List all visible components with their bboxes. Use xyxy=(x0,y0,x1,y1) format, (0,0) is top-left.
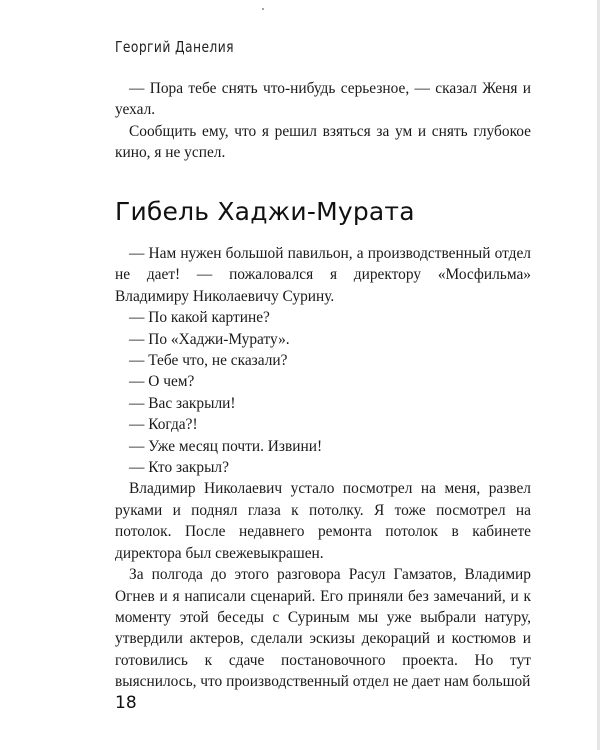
chapter-title: Гибель Хаджи-Мурата xyxy=(115,197,415,226)
intro-paragraph: Сообщить ему, что я решил взяться за ум и снять глубокое кино, я не успел. xyxy=(115,122,531,162)
dialogue-line: — Вас закрыли! xyxy=(129,394,236,412)
dialogue-line: — Тебе что, не сказали? xyxy=(129,352,288,370)
dialogue-line: — По «Хаджи-Мурату». xyxy=(129,330,290,348)
body-paragraph: — Нам нужен большой павильон, а производственный отдел не дает! — пожаловался я директору «Мосфильма» Владимиру Николаевичу Сурину. xyxy=(115,245,531,305)
dialogue-line: — О чем? xyxy=(129,373,195,391)
scan-speck xyxy=(262,8,264,10)
chapter-body xyxy=(115,243,531,693)
dialogue-line: — По какой картине? xyxy=(129,309,270,327)
body-paragraph: За полгода до этого разговора Расул Гамзатов, Владимир Огнев и я написали сценарий. Его приняли без замечаний, и к моменту этой беседы с Суриным мы уже выбрали натуру, утвердили актеров, сделали эскизы декораций и костюмов и готовились к сдаче постановочного проекта. Но тут выяснилось, что производственный отдел не дает нам большой xyxy=(115,566,531,691)
body-paragraph: Владимир Николаевич устало посмотрел на меня, развел руками и поднял глаза к потолку. Я тоже посмотрел на потолок. После недавнего ремонта потолок в кабинете директора был свежевыкрашен. xyxy=(115,480,531,562)
intro-text xyxy=(115,78,531,164)
dialogue-line: — Когда?! xyxy=(129,416,198,434)
intro-paragraph: — Пора тебе снять что-нибудь серьезное, — сказал Женя и уехал. xyxy=(115,80,531,119)
dialogue-line: — Уже месяц почти. Извини! xyxy=(129,437,323,455)
page-number: 18 xyxy=(115,693,137,713)
dialogue-line: — Кто закрыл? xyxy=(129,459,229,477)
running-head: Георгий Данелия xyxy=(115,38,234,56)
